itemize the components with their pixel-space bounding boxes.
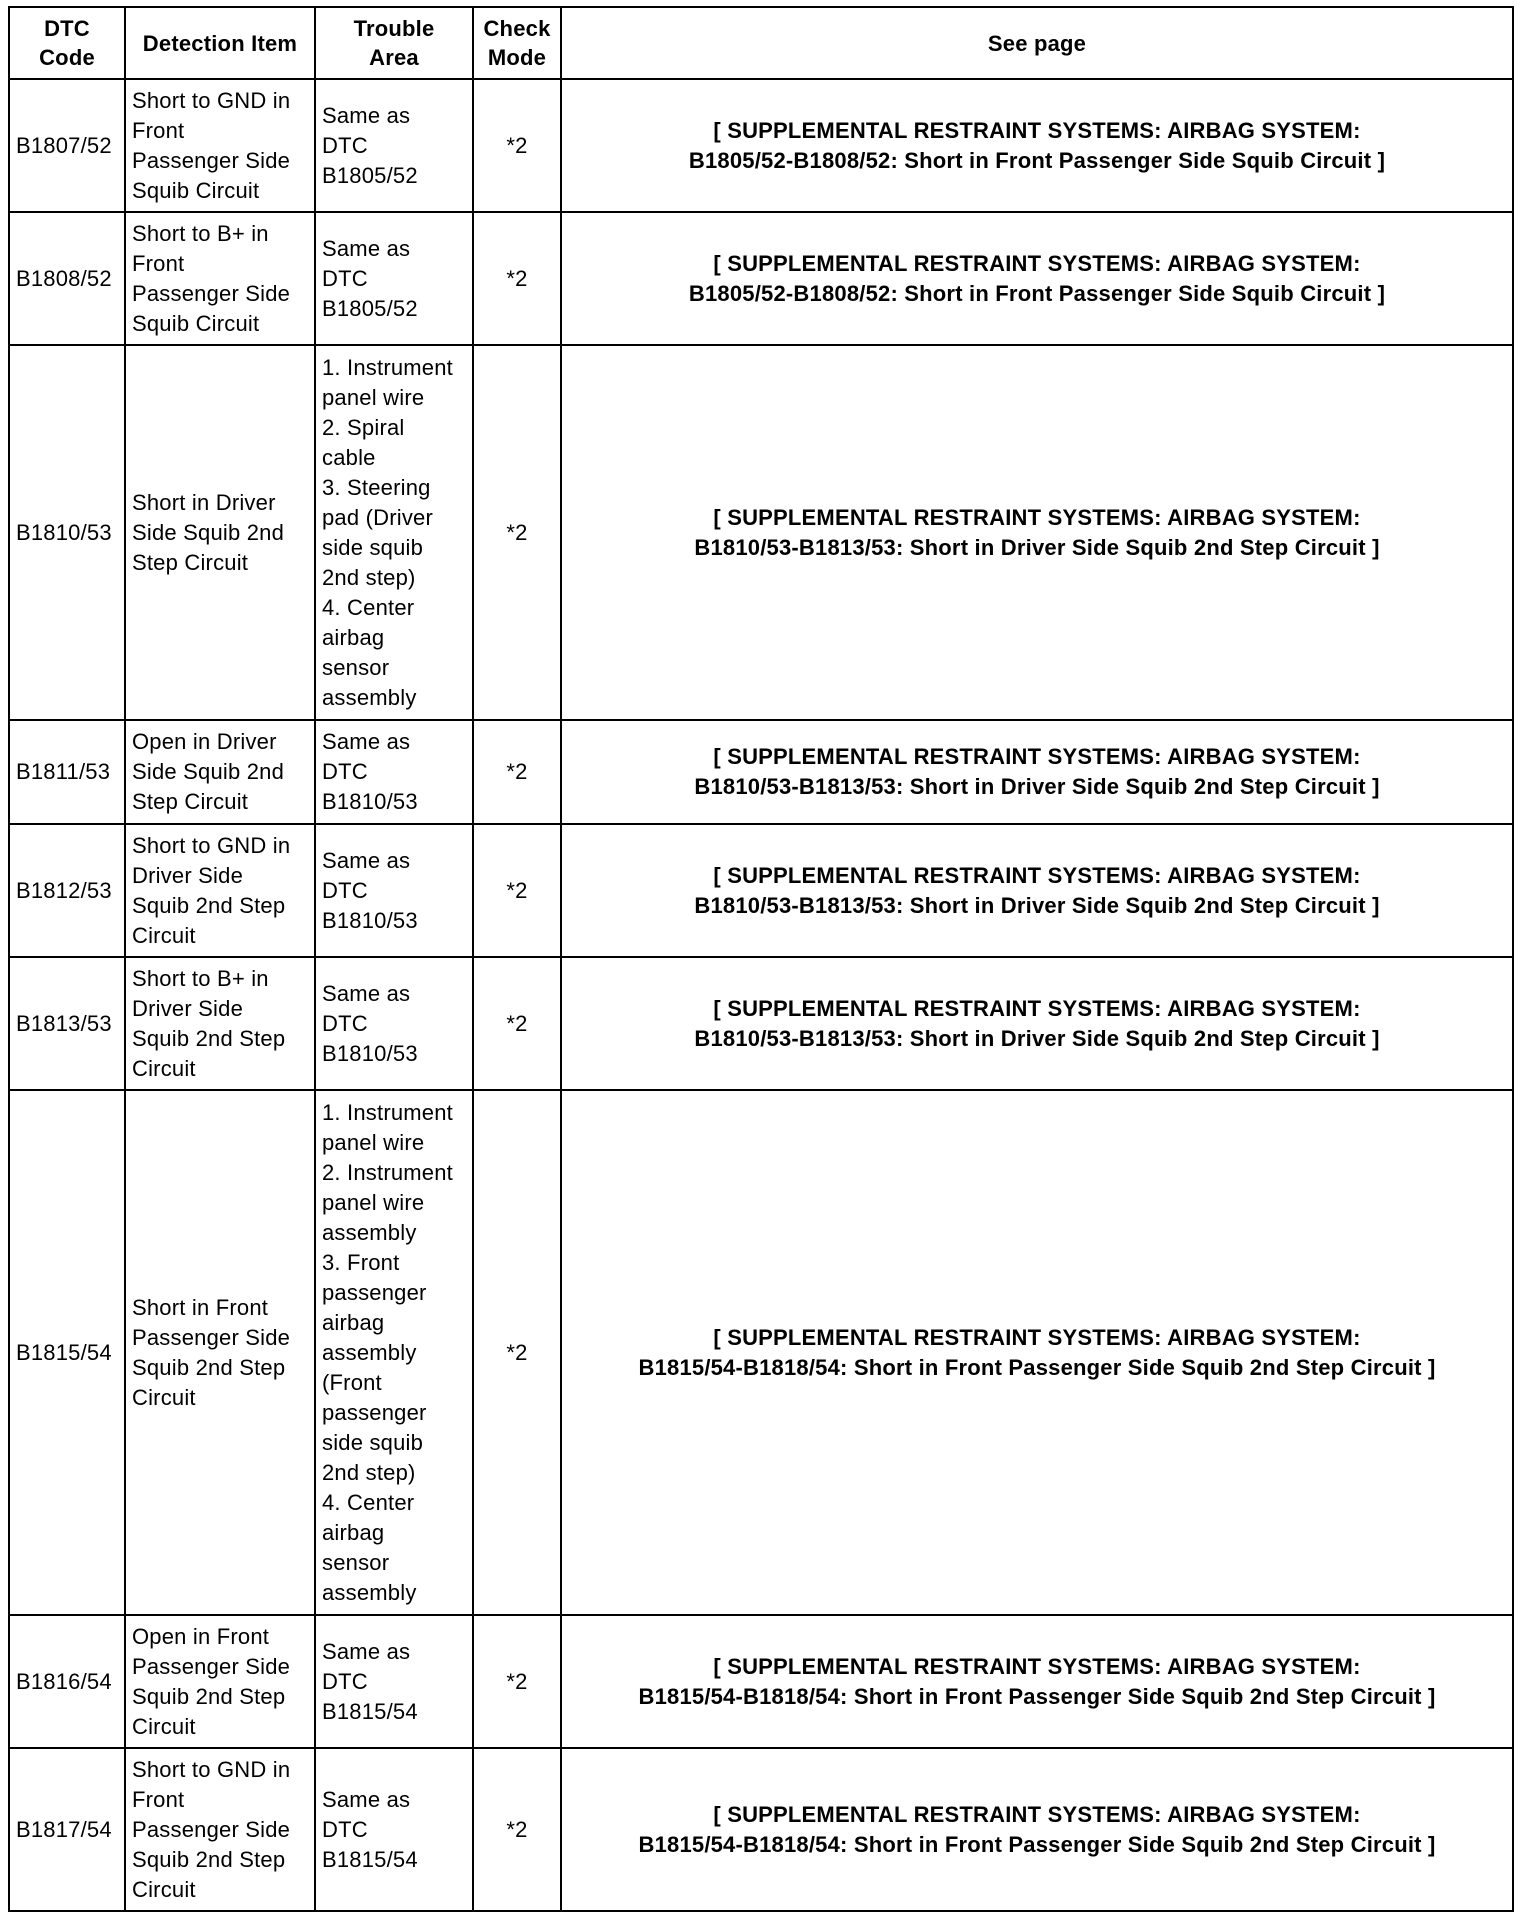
see-page-link[interactable] — [561, 824, 1513, 957]
detection-item: Open in Driver Side Squib 2nd Step Circuit — [125, 720, 315, 824]
see-page-line-2: B1810/53-B1813/53: Short in Driver Side Squib 2nd Step Circuit ] — [694, 1025, 1380, 1051]
check-mode: *2 — [473, 1748, 561, 1911]
header-check-mode: Check Mode — [473, 7, 561, 79]
see-page-line-1: [ SUPPLEMENTAL RESTRAINT SYSTEMS: AIRBAG SYSTEM: — [713, 995, 1361, 1021]
trouble-area: Same as DTC B1810/53 — [315, 720, 473, 824]
dtc-code: B1808/52 — [9, 212, 125, 345]
header-trouble-area: Trouble Area — [315, 7, 473, 79]
detection-item: Short to GND in Front Passenger Side Squib 2nd Step Circuit — [125, 1748, 315, 1911]
check-mode: *2 — [473, 720, 561, 824]
see-page-line-2: B1805/52-B1808/52: Short in Front Passenger Side Squib Circuit ] — [688, 280, 1386, 306]
table-row — [9, 1090, 1513, 1615]
dtc-code: B1812/53 — [9, 824, 125, 957]
see-page-line-1: [ SUPPLEMENTAL RESTRAINT SYSTEMS: AIRBAG SYSTEM: — [713, 117, 1361, 143]
trouble-area: Same as DTC B1815/54 — [315, 1615, 473, 1748]
check-mode: *2 — [473, 79, 561, 212]
trouble-area: 1. Instrument panel wire 2. Spiral cable 3. Steering pad (Driver side squib 2nd step) 4. Center airbag sensor assembly — [315, 345, 473, 720]
trouble-area: Same as DTC B1805/52 — [315, 79, 473, 212]
table-row — [9, 1748, 1513, 1911]
table-row — [9, 957, 1513, 1090]
see-page-line-2: B1810/53-B1813/53: Short in Driver Side Squib 2nd Step Circuit ] — [694, 534, 1380, 560]
see-page-line-1: [ SUPPLEMENTAL RESTRAINT SYSTEMS: AIRBAG SYSTEM: — [713, 250, 1361, 276]
check-mode: *2 — [473, 1615, 561, 1748]
table-row — [9, 345, 1513, 720]
see-page-line-2: B1810/53-B1813/53: Short in Driver Side Squib 2nd Step Circuit ] — [694, 774, 1380, 799]
see-page-line-1: [ SUPPLEMENTAL RESTRAINT SYSTEMS: AIRBAG SYSTEM: — [713, 862, 1361, 888]
dtc-table — [8, 6, 1514, 1912]
detection-item: Short in Front Passenger Side Squib 2nd Step Circuit — [125, 1090, 315, 1615]
see-page-line-2: B1810/53-B1813/53: Short in Driver Side Squib 2nd Step Circuit ] — [694, 892, 1380, 918]
see-page-line-2: B1815/54-B1818/54: Short in Front Passenger Side Squib 2nd Step Circuit ] — [638, 1831, 1436, 1857]
table-row — [9, 824, 1513, 957]
header-dtc-code: DTC Code — [9, 7, 125, 79]
see-page-line-1: [ SUPPLEMENTAL RESTRAINT SYSTEMS: AIRBAG SYSTEM: — [713, 504, 1361, 530]
table-row — [9, 1615, 1513, 1748]
detection-item: Short to B+ in Front Passenger Side Squib Circuit — [125, 212, 315, 345]
check-mode: *2 — [473, 212, 561, 345]
header-row — [9, 7, 1513, 79]
trouble-area: 1. Instrument panel wire 2. Instrument panel wire assembly 3. Front passenger airbag assembly (Front passenger side squib 2nd step) 4. Center airbag sensor assembly — [315, 1090, 473, 1615]
trouble-area: Same as DTC B1815/54 — [315, 1748, 473, 1911]
dtc-code: B1817/54 — [9, 1748, 125, 1911]
see-page-link[interactable] — [561, 79, 1513, 212]
table-row — [9, 79, 1513, 212]
dtc-code: B1813/53 — [9, 957, 125, 1090]
see-page-link[interactable] — [561, 1615, 1513, 1748]
header-detection-item: Detection Item — [125, 7, 315, 79]
check-mode: *2 — [473, 345, 561, 720]
trouble-area: Same as DTC B1810/53 — [315, 824, 473, 957]
trouble-area: Same as DTC B1805/52 — [315, 212, 473, 345]
see-page-link[interactable] — [561, 345, 1513, 720]
see-page-line-2: B1805/52-B1808/52: Short in Front Passenger Side Squib Circuit ] — [688, 147, 1386, 173]
trouble-area: Same as DTC B1810/53 — [315, 957, 473, 1090]
header-see-page: See page — [561, 7, 1513, 79]
see-page-line-1: [ SUPPLEMENTAL RESTRAINT SYSTEMS: AIRBAG SYSTEM: — [713, 1324, 1361, 1350]
detection-item: Open in Front Passenger Side Squib 2nd Step Circuit — [125, 1615, 315, 1748]
detection-item: Short in Driver Side Squib 2nd Step Circuit — [125, 345, 315, 720]
dtc-code: B1807/52 — [9, 79, 125, 212]
see-page-line-1: [ SUPPLEMENTAL RESTRAINT SYSTEMS: AIRBAG SYSTEM: — [713, 1653, 1361, 1679]
detection-item: Short to GND in Driver Side Squib 2nd Step Circuit — [125, 824, 315, 957]
detection-item: Short to B+ in Driver Side Squib 2nd Step Circuit — [125, 957, 315, 1090]
dtc-code: B1816/54 — [9, 1615, 125, 1748]
check-mode: *2 — [473, 824, 561, 957]
see-page-line-2: B1815/54-B1818/54: Short in Front Passenger Side Squib 2nd Step Circuit ] — [638, 1354, 1436, 1380]
detection-item: Short to GND in Front Passenger Side Squib Circuit — [125, 79, 315, 212]
see-page-link[interactable] — [561, 212, 1513, 345]
check-mode: *2 — [473, 957, 561, 1090]
dtc-code: B1811/53 — [9, 720, 125, 824]
see-page-line-2: B1815/54-B1818/54: Short in Front Passenger Side Squib 2nd Step Circuit ] — [638, 1683, 1436, 1709]
see-page-link[interactable] — [561, 1748, 1513, 1911]
table-row — [9, 212, 1513, 345]
check-mode: *2 — [473, 1090, 561, 1615]
see-page-line-1: [ SUPPLEMENTAL RESTRAINT SYSTEMS: AIRBAG SYSTEM: — [713, 1801, 1361, 1827]
see-page-link[interactable] — [561, 1090, 1513, 1615]
table-row — [9, 720, 1513, 824]
see-page-link[interactable] — [561, 720, 1513, 824]
see-page-line-1: [ SUPPLEMENTAL RESTRAINT SYSTEMS: AIRBAG SYSTEM: — [713, 744, 1361, 769]
dtc-code: B1815/54 — [9, 1090, 125, 1615]
see-page-link[interactable] — [561, 957, 1513, 1090]
dtc-code: B1810/53 — [9, 345, 125, 720]
